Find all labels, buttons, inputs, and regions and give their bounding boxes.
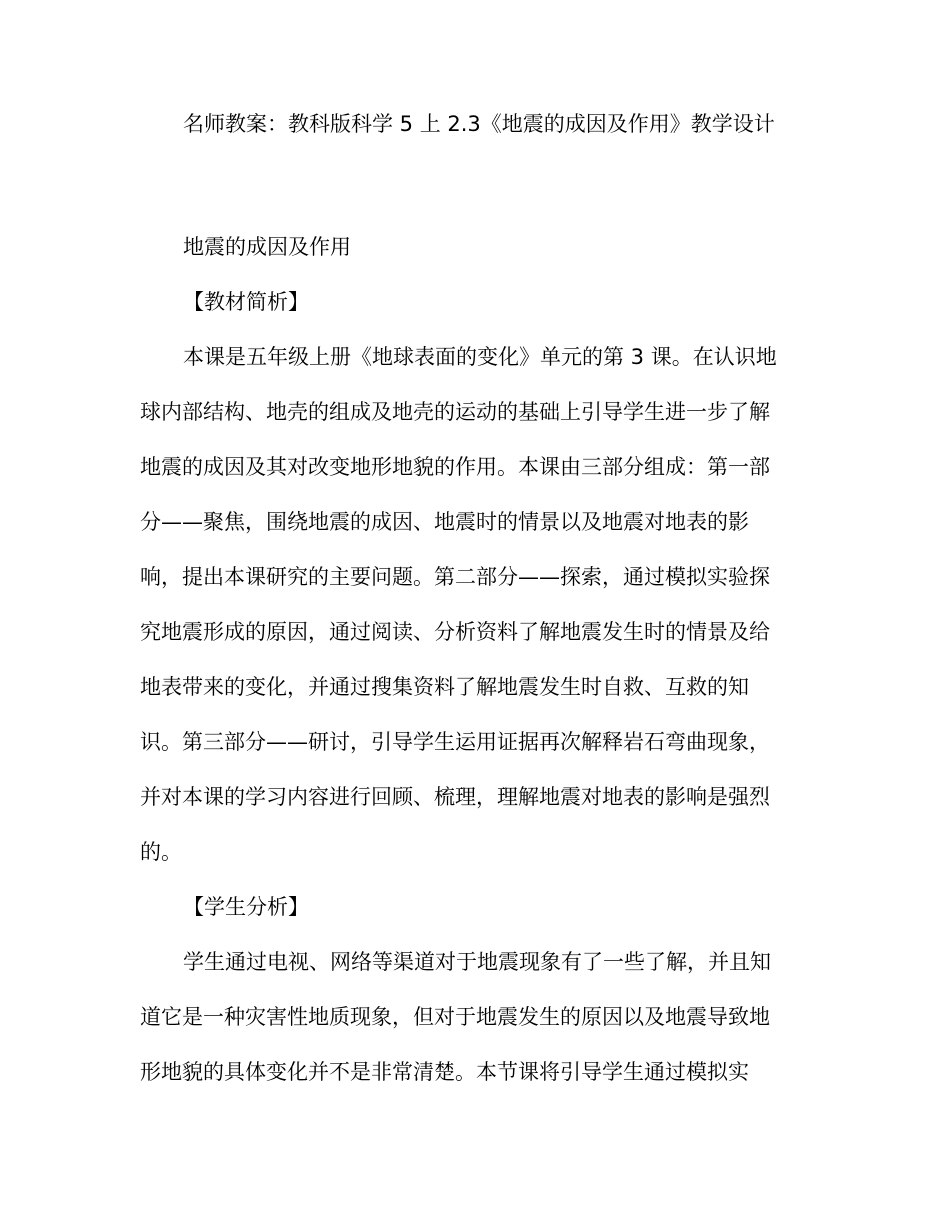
paragraph-line: 地表带来的变化，并通过搜集资料了解地震发生时自救、互救的知 <box>140 675 749 699</box>
document-title: 名师教案：教科版科学 5 上 2.3《地震的成因及作用》教学设计 <box>183 112 775 136</box>
paragraph-line: 学生通过电视、网络等渠道对于地震现象有了一些了解，并且知 <box>183 950 771 974</box>
paragraph-line: 本课是五年级上册《地球表面的变化》单元的第 3 课。在认识地 <box>183 345 777 369</box>
paragraph-line: 识。第三部分——研讨，引导学生运用证据再次解释岩石弯曲现象， <box>140 730 770 754</box>
paragraph-line: 地震的成因及其对改变地形地貌的作用。本课由三部分组成：第一部 <box>140 455 770 479</box>
paragraph-line: 道它是一种灾害性地质现象，但对于地震发生的原因以及地震导致地 <box>140 1005 770 1029</box>
paragraph-line: 并对本课的学习内容进行回顾、梳理，理解地震对地表的影响是强烈 <box>140 785 770 809</box>
lesson-subtitle: 地震的成因及作用 <box>183 235 351 259</box>
section-heading-student-analysis: 【学生分析】 <box>183 895 309 919</box>
paragraph-line: 球内部结构、地壳的组成及地壳的运动的基础上引导学生进一步了解 <box>140 400 770 424</box>
paragraph-line: 响，提出本课研究的主要问题。第二部分——探索，通过模拟实验探 <box>140 565 770 589</box>
paragraph-line: 的。 <box>140 840 182 864</box>
document-body <box>140 220 805 1100</box>
section-heading-textbook-analysis: 【教材简析】 <box>183 290 309 314</box>
paragraph-line: 究地震形成的原因，通过阅读、分析资料了解地震发生时的情景及给 <box>140 620 770 644</box>
paragraph-line: 分——聚焦，围绕地震的成因、地震时的情景以及地震对地表的影 <box>140 510 749 534</box>
paragraph-line: 形地貌的具体变化并不是非常清楚。本节课将引导学生通过模拟实 <box>140 1060 749 1084</box>
